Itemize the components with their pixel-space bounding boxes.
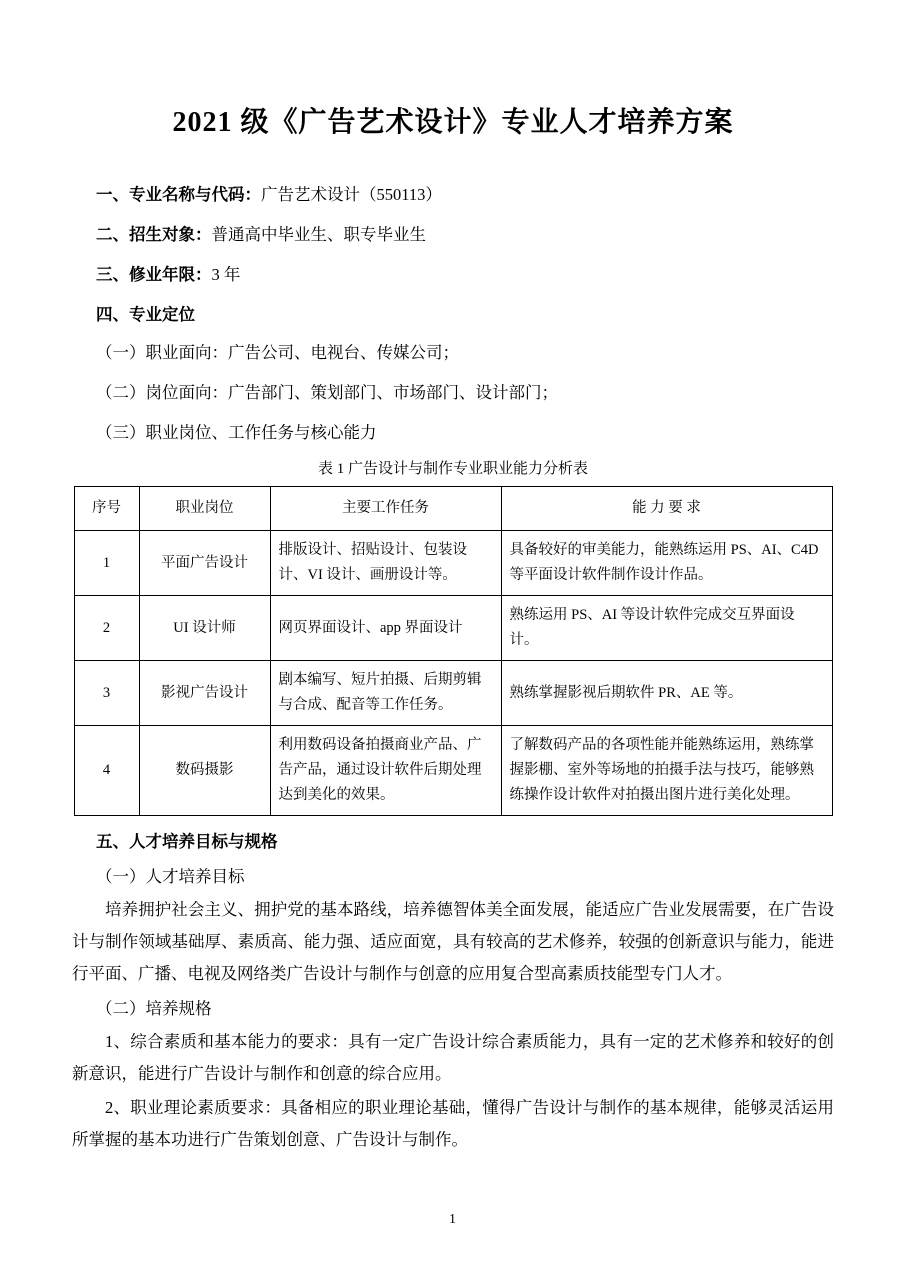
section4-item-3: （三）职业岗位、工作任务与核心能力 — [96, 423, 377, 442]
paragraph-spec-1: 1、综合素质和基本能力的要求：具有一定广告设计综合素质能力，具有一定的艺术修养和较好的创新意识，能进行广告设计与制作和创意的综合应用。 — [72, 1032, 834, 1083]
table-row — [74, 531, 832, 596]
cell-ability: 熟练掌握影视后期软件 PR、AE 等。 — [501, 661, 832, 726]
section4-item-2: （二）岗位面向：广告部门、策划部门、市场部门、设计部门； — [96, 383, 558, 402]
table-caption: 表 1 广告设计与制作专业职业能力分析表 — [317, 461, 588, 477]
subsection-training-spec: （二）培养规格 — [96, 999, 212, 1018]
page-number: 1 — [449, 1212, 456, 1227]
section-heading-positioning: 四、专业定位 — [96, 305, 195, 324]
info-line-major — [72, 178, 834, 212]
cell-post: 平面广告设计 — [139, 531, 270, 596]
cell-no: 3 — [74, 661, 139, 726]
table-header-no: 序号 — [74, 487, 139, 531]
table-body — [74, 531, 832, 816]
cell-ability: 了解数码产品的各项性能并能熟练运用，熟练掌握影棚、室外等场地的拍摄手法与技巧，能够熟练操作设计软件对拍摄出图片进行美化处理。 — [501, 726, 832, 816]
table-header-task: 主要工作任务 — [270, 487, 501, 531]
table-header-row — [74, 487, 832, 531]
cell-ability: 具备较好的审美能力，能熟练运用 PS、AI、C4D 等平面设计软件制作设计作品。 — [501, 531, 832, 596]
subsection-training-goal: （一）人才培养目标 — [96, 867, 245, 886]
info-label-duration: 三、修业年限： — [96, 265, 212, 284]
document-content — [72, 60, 834, 1158]
paragraph-spec-2: 2、职业理论素质要求：具备相应的职业理论基础，懂得广告设计与制作的基本规律，能够灵活运用所掌握的基本功进行广告策划创意、广告设计与制作。 — [72, 1098, 834, 1149]
cell-post: 影视广告设计 — [139, 661, 270, 726]
section-heading-training: 五、人才培养目标与规格 — [96, 832, 278, 851]
cell-task: 利用数码设备拍摄商业产品、广告产品，通过设计软件后期处理达到美化的效果。 — [270, 726, 501, 816]
cell-task: 排版设计、招贴设计、包装设计、VI 设计、画册设计等。 — [270, 531, 501, 596]
info-value-major: 广告艺术设计（550113） — [261, 185, 442, 204]
cell-no: 2 — [74, 596, 139, 661]
info-label-enrollment: 二、招生对象： — [96, 225, 212, 244]
info-line-enrollment — [72, 218, 834, 252]
table-header-post: 职业岗位 — [139, 487, 270, 531]
paragraph-training-goal: 培养拥护社会主义、拥护党的基本路线，培养德智体美全面发展，能适应广告业发展需要，在广告设计与制作领域基础厚、素质高、能力强、适应面宽，具有较高的艺术修养，较强的创新意识与能力，能进行平面、广播、电视及网络类广告设计与制作与创意的应用复合型高素质技能型专门人才。 — [72, 900, 834, 983]
cell-ability: 熟练运用 PS、AI 等设计软件完成交互界面设计。 — [501, 596, 832, 661]
cell-no: 4 — [74, 726, 139, 816]
table-row — [74, 726, 832, 816]
info-line-duration — [72, 258, 834, 292]
info-label-major: 一、专业名称与代码： — [96, 185, 261, 204]
table-row — [74, 596, 832, 661]
page-title: 2021 级《广告艺术设计》专业人才培养方案 — [172, 107, 734, 138]
cell-task: 剧本编写、短片拍摄、后期剪辑与合成、配音等工作任务。 — [270, 661, 501, 726]
table-row — [74, 661, 832, 726]
table-header — [74, 487, 832, 531]
cell-no: 1 — [74, 531, 139, 596]
cell-task: 网页界面设计、app 界面设计 — [270, 596, 501, 661]
table-header-ability: 能 力 要 求 — [501, 487, 832, 531]
info-value-duration: 3 年 — [211, 265, 241, 284]
section4-item-1: （一）职业面向：广告公司、电视台、传媒公司； — [96, 343, 459, 362]
info-value-enrollment: 普通高中毕业生、职专毕业生 — [211, 225, 426, 244]
cell-post: 数码摄影 — [139, 726, 270, 816]
ability-analysis-table — [74, 486, 833, 816]
cell-post: UI 设计师 — [139, 596, 270, 661]
